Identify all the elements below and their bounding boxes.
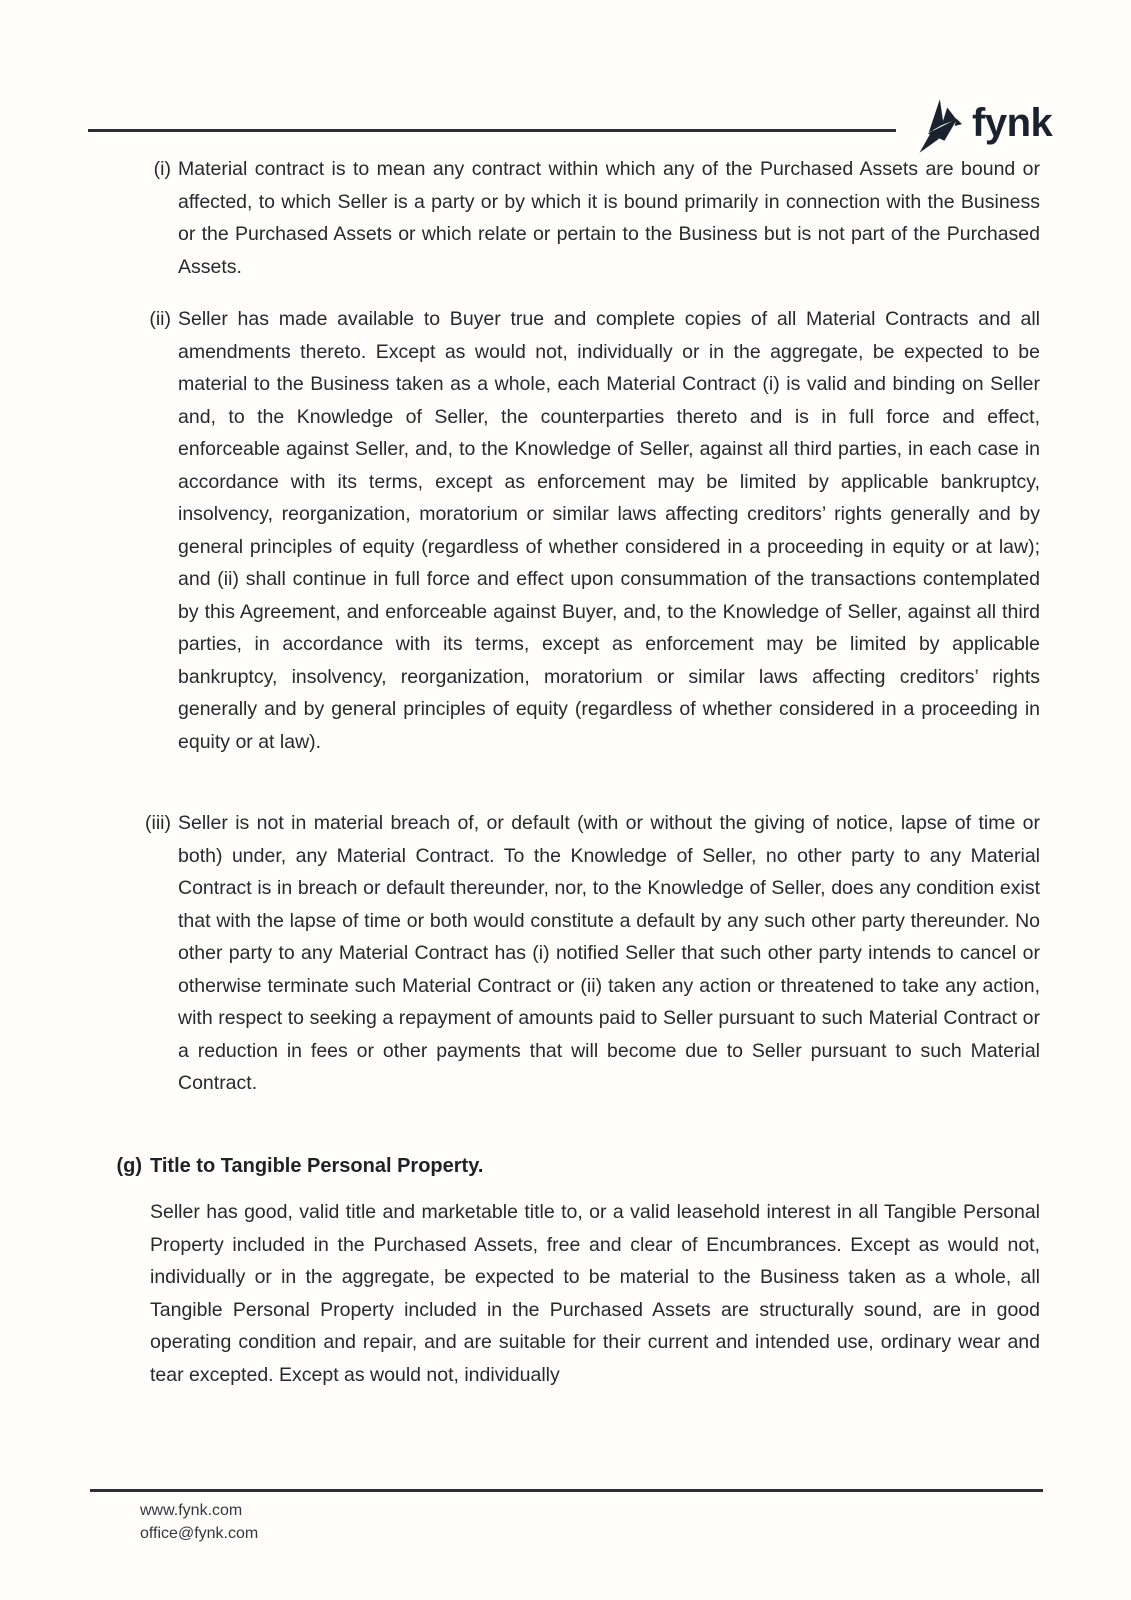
section-g-heading [116, 1150, 484, 1183]
section-g-body: Seller has good, valid title and marketable title to, or a valid leasehold interest in all Tangible Personal Property included in the Purchased Assets, free and clear of Encumbrances. Except as would not, individually or in the aggregate, be expected to be material to the Business taken as a whole, all Tangible Personal Property included in the Purchased Assets are structurally sound, are in good operating condition and repair, and are suitable for their current and intended use, ordinary wear and tear excepted. Except as would not, individually [150, 1201, 1040, 1386]
footer-website: www.fynk.com [140, 1502, 243, 1519]
section-g-title: Title to Tangible Personal Property. [150, 1155, 484, 1177]
footer-email: office@fynk.com [140, 1525, 259, 1542]
clause-ii-text: Seller has made available to Buyer true and complete copies of all Material Contracts and all amendments thereto. Except as would not, individually or in the aggregate, be expected to be material to the Business taken as a whole, each Material Contract (i) is valid and binding on Seller and, to the Knowledge of Seller, the counterparties thereto and is in full force and effect, enforceable against Seller, and, to the Knowledge of Seller, against all third parties, in each case in accordance with its terms, except as enforcement may be limited by applicable bankruptcy, insolvency, reorganization, moratorium or similar laws affecting creditors’ rights generally and by general principles of equity (regardless of whether considered in a proceeding in equity or at law); and (ii) shall continue in full force and effect upon consummation of the transactions contemplated by this Agreement, and enforceable against Buyer, and, to the Knowledge of Seller, against all third parties, in accordance with its terms, except as enforcement may be limited by applicable bankruptcy, insolvency, reorganization, moratorium or similar laws affecting creditors’ rights generally and by general principles of equity (regardless of whether considered in a proceeding in equity or at law). [178, 308, 1040, 753]
fynk-crane-icon [914, 97, 962, 155]
clause-ii [149, 303, 1040, 758]
footer-contacts [140, 1499, 258, 1545]
fynk-logo-text: fynk [972, 101, 1053, 145]
clause-i [153, 153, 1040, 283]
clause-i-text: Material contract is to mean any contract within which any of the Purchased Assets are bound or affected, to which Seller is a party or by which it is bound primarily in connection with the Business or the Purchased Assets or which relate or pertain to the Business but is not part of the Purchased Assets. [178, 158, 1040, 278]
header-divider-line [88, 129, 896, 132]
footer-divider-line [90, 1489, 1043, 1492]
clause-i-label: (i) [153, 158, 171, 180]
clause-iii-label: (iii) [145, 812, 171, 834]
clause-ii-label: (ii) [149, 308, 171, 330]
fynk-logo [914, 97, 1052, 155]
clause-iii [145, 807, 1040, 1100]
clause-iii-text: Seller is not in material breach of, or default (with or without the giving of notice, lapse of time or both) under, any Material Contract. To the Knowledge of Seller, no other party to any Material Contract is in breach or default thereunder, nor, to the Knowledge of Seller, does any condition exist that with the lapse of time or both would constitute a default by any such other party thereunder. No other party to any Material Contract has (i) notified Seller that such other party intends to cancel or otherwise terminate such Material Contract or (ii) taken any action or threatened to take any action, with respect to seeking a repayment of amounts paid to Seller pursuant to such Material Contract or a reduction in fees or other payments that will become due to Seller pursuant to such Material Contract. [178, 812, 1040, 1094]
section-g-label: (g) [116, 1155, 142, 1177]
